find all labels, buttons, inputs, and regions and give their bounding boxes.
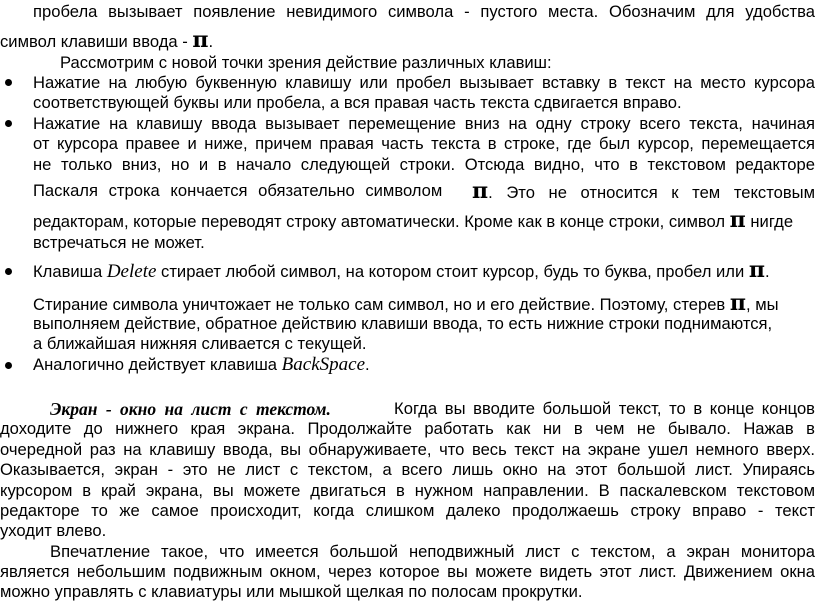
screen-line-3: очередной раз на клавишу ввода, вы обнаруживаете, что весь текст на экране ушел немного вверх. — [0, 440, 815, 459]
impression-line-2: является небольшим подвижным окном, через которое вы можете видеть этот лист. Движением окна — [0, 562, 815, 581]
bullet-2-line-6: встречаться не может. — [33, 233, 205, 252]
bullet-2-line-3: не только вниз, но и в начало следующей строки. Отсюда видно, что в текстовом редакторе — [33, 155, 815, 174]
bullet-4-line-1-end: . — [365, 355, 370, 374]
bullet-2-line-5 — [33, 207, 794, 233]
bullet-2-line-4-tail: . Это не относится к тем текстовым — [488, 183, 815, 202]
impression-line-3: можно управлять с клавиатуры или мышкой щелкая по полосам прокрутки. — [0, 582, 583, 601]
bullet-4-marker — [5, 362, 12, 369]
bullet-3-line-1-end: . — [764, 262, 770, 281]
screen-line-4: Оказывается, экран - это не лист с текстом, а всего лишь окно на этот большой лист. Упираясь — [0, 460, 815, 479]
bullet-3-line-2-tail: , мы — [745, 295, 779, 314]
bullet-3-line-1-mid: стирает любой символ, на котором стоит курсор, будь то буква, пробел или — [161, 262, 745, 281]
bullet-1-line-2: соответствующей буквы или пробела, а вся правая часть текста сдвигается вправо. — [33, 93, 682, 112]
bullet-2-line-1: Нажатие на клавишу ввода вызывает перемещение вниз на одну строку всего текста, начиная — [33, 114, 815, 133]
pi-symbol: π — [729, 207, 746, 233]
bullet-3-marker — [5, 268, 12, 275]
bullet-3-line-2-text: Стирание символа уничтожает не только сам символ, но и его действие. Поэтому, стерев — [33, 295, 726, 314]
pi-symbol: π — [472, 178, 489, 204]
bullet-1-line-1: Нажатие на любую буквенную клавишу или пробел вызывает вставку в текст на место курсора — [33, 73, 815, 92]
intro-line-2-end: . — [208, 32, 214, 51]
consider-line: Рассмотрим с новой точки зрения действие различных клавиш: — [60, 53, 552, 72]
bullet-3-line-2 — [33, 290, 779, 316]
intro-line-2 — [0, 27, 214, 53]
screen-line-2: доходите до нижнего края экрана. Продолжайте работать как ни в чем не бывало. Нажав в — [0, 419, 815, 438]
pi-symbol: π — [192, 27, 209, 53]
bullet-3-line-1 — [33, 257, 770, 283]
screen-heading: Экран - окно на лист с текстом. — [50, 399, 331, 419]
screen-line-1 — [50, 399, 815, 419]
screen-line-7: уходит влево. — [0, 521, 107, 540]
bullet-4-line-1-text: Аналогично действует клавиша — [33, 355, 278, 374]
screen-line-5: курсором в край экрана, вы можете двигаться в нужном направлении. В паскалевском текстовом — [0, 481, 815, 500]
impression-line-1: Впечатление такое, что имеется большой неподвижный лист с текстом, а экран монитора — [50, 542, 815, 561]
intro-line-1: пробела вызывает появление невидимого символа - пустого места. Обозначим для удобства — [33, 2, 815, 21]
bullet-2-marker — [5, 120, 12, 127]
bullet-2-line-5-tail: нигде — [750, 212, 794, 231]
bullet-2-line-4 — [33, 178, 815, 204]
bullet-3-line-3: выполняем действие, обратное действию клавиши ввода, то есть нижние строки поднимаются, — [33, 314, 773, 333]
screen-line-1-text: Когда вы вводите большой текст, то в конце концов — [394, 399, 815, 418]
bullet-2-line-4-text: Паскаля строка кончается обязательно символом — [33, 181, 443, 200]
delete-key-term: Delete — [106, 261, 157, 282]
bullet-2-line-4-rest — [472, 178, 815, 204]
backspace-key-term: BackSpace — [281, 354, 366, 375]
pi-symbol: π — [748, 257, 765, 283]
intro-line-2-text: символ клавиши ввода - — [0, 32, 193, 51]
bullet-2-line-2: от курсора правее и ниже, причем правая часть текста в строке, где был курсор, перемещается — [33, 134, 815, 153]
bullet-2-line-5-text: редакторам, которые переводят строку автоматически. Кроме как в конце строки, символ — [33, 212, 726, 231]
bullet-3-line-4: а ближайшая нижняя сливается с текущей. — [33, 334, 367, 353]
bullet-4-line-1 — [33, 355, 370, 375]
bullet-3-line-1-text: Клавиша — [33, 262, 103, 281]
pi-symbol: π — [729, 290, 746, 316]
bullet-1-marker — [5, 79, 12, 86]
screen-line-6: редакторе то же самое происходит, когда слишком далеко продолжаешь строку вправо - текст — [0, 501, 815, 520]
